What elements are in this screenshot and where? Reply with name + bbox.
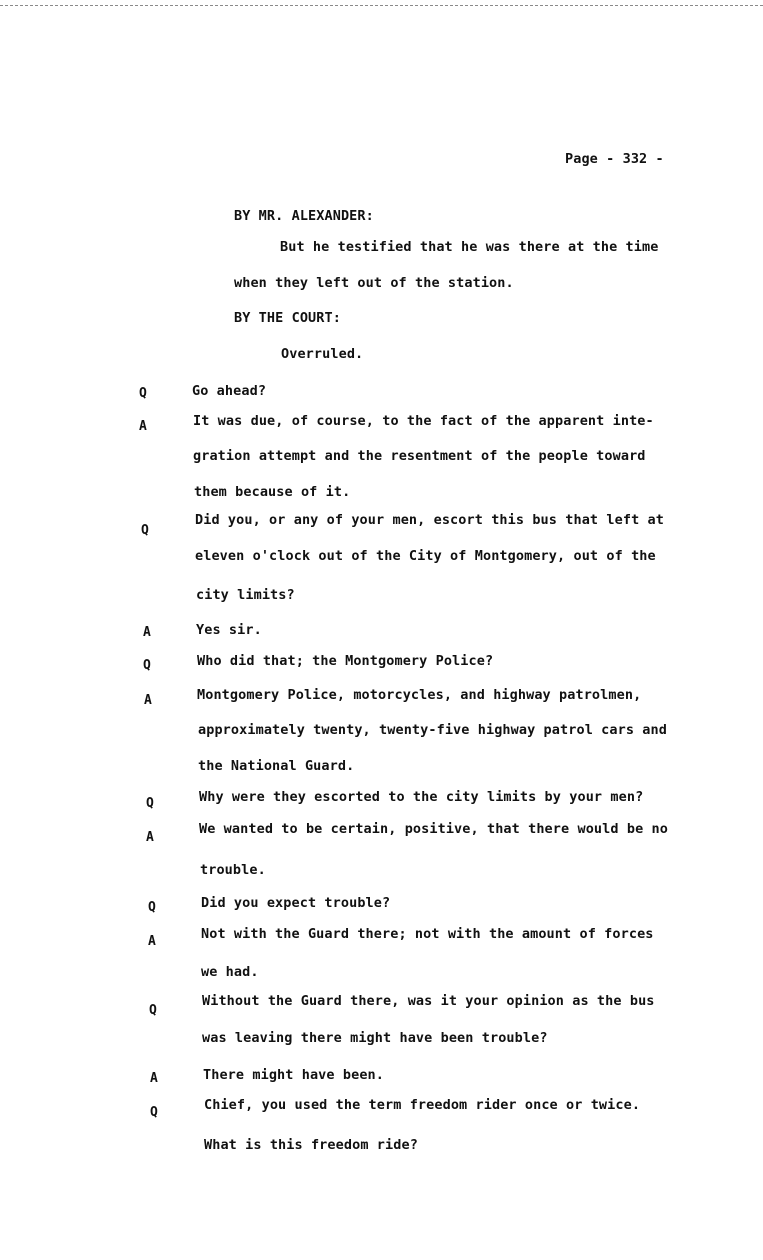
qa-line: Who did that; the Montgomery Police? [197, 653, 494, 669]
qa-marker: Q [148, 900, 156, 915]
qa-line: Montgomery Police, motorcycles, and highway patrolmen, [197, 687, 642, 703]
qa-line: trouble. [200, 862, 266, 878]
qa-line: Without the Guard there, was it your opinion as the bus [202, 993, 655, 1009]
qa-line: approximately twenty, twenty-five highway patrol cars and [198, 722, 667, 738]
qa-line: city limits? [196, 587, 295, 603]
qa-line: We wanted to be certain, positive, that there would be no [199, 821, 668, 837]
qa-line: eleven o'clock out of the City of Montgomery, out of the [195, 548, 656, 564]
qa-line: Why were they escorted to the city limits by your men? [199, 789, 644, 805]
qa-marker: Q [149, 1003, 157, 1018]
qa-line: gration attempt and the resentment of the people toward [193, 448, 646, 464]
qa-line: It was due, of course, to the fact of the apparent inte- [193, 413, 654, 429]
qa-marker: A [139, 419, 147, 434]
speaker-heading: BY THE COURT: [234, 310, 341, 326]
qa-line: the National Guard. [198, 758, 355, 774]
qa-marker: Q [150, 1105, 158, 1120]
qa-marker: A [144, 693, 152, 708]
statement-line: Overruled. [281, 346, 364, 362]
qa-marker: Q [143, 658, 151, 673]
qa-marker: A [150, 1071, 158, 1086]
qa-marker: A [143, 625, 151, 640]
qa-marker: A [148, 934, 156, 949]
statement-line: when they left out of the station. [234, 275, 514, 291]
qa-line: There might have been. [203, 1067, 385, 1083]
qa-line: Did you, or any of your men, escort this bus that left at [195, 512, 664, 528]
qa-line: Go ahead? [192, 383, 267, 399]
qa-line: we had. [201, 964, 259, 980]
qa-marker: Q [146, 796, 154, 811]
qa-line: Chief, you used the term freedom rider once or twice. [204, 1097, 641, 1113]
qa-line: What is this freedom ride? [204, 1137, 418, 1153]
qa-line: Did you expect trouble? [201, 895, 391, 911]
qa-marker: A [146, 830, 154, 845]
qa-line: Yes sir. [196, 622, 262, 638]
qa-line: them because of it. [194, 484, 351, 500]
qa-marker: Q [141, 523, 149, 538]
qa-line: was leaving there might have been trouble? [202, 1030, 548, 1046]
scan-edge-divider [0, 0, 763, 6]
statement-line: But he testified that he was there at the time [280, 239, 659, 255]
speaker-heading: BY MR. ALEXANDER: [234, 208, 374, 224]
page-number: Page - 332 - [565, 151, 664, 167]
qa-line: Not with the Guard there; not with the amount of forces [201, 926, 654, 942]
qa-marker: Q [139, 386, 147, 401]
